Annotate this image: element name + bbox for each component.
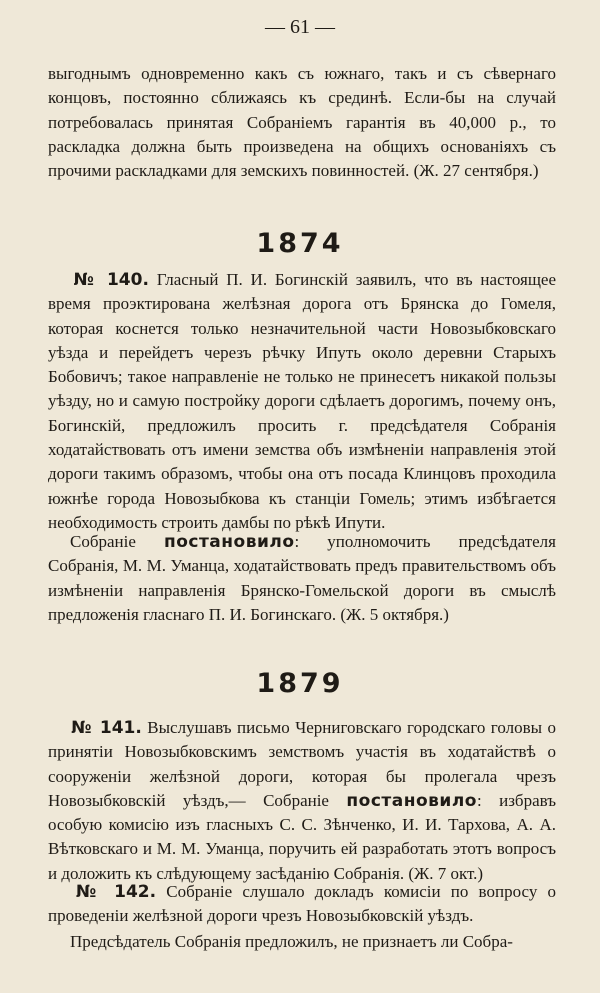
entry-number-140: № 140. [70, 270, 149, 290]
paragraph-140-resolution [48, 530, 556, 627]
resolution-140-after: : уполномочить предсѣдателя Собранія, М. М. Уманца, ходатайствовать предъ правительствомъ объ измѣненіи направленія Брянско-Гомельской дороги въ смыслѣ предложенія гласнаго П. И. Богинскаго. (Ж. 5 октября.) [48, 532, 556, 624]
entry-number-142: № 142. [70, 882, 157, 902]
paragraph-intro: выгоднымъ одновременно какъ съ южнаго, такъ и съ сѣвернаго концовъ, постоянно сближаясь къ срединѣ. Если-бы на случай потребовалась принятая Собраніемъ гарантія въ 40,000 р., то раскладка должна быть произведена на общихъ основаніяхъ съ прочими раскладками для земскихъ повинностей. (Ж. 27 сентября.) [48, 64, 556, 181]
page-number: — 61 — [265, 16, 335, 38]
entry-number-141: № 141. [70, 718, 142, 738]
entry-text-142-continued: Предсѣдатель Собранія предложилъ, не признаетъ ли Собра- [70, 932, 513, 951]
resolution-140-before: Собраніе [70, 532, 136, 551]
year-heading-1874: 1874 [256, 228, 344, 259]
paragraph-142-continuation [48, 930, 556, 954]
resolution-140-strong: постановило [163, 532, 295, 552]
entry-text-141-after: : избравъ особую комисію изъ гласныхъ С. С. Зѣнченко, И. И. Тархова, А. А. Вѣтковскаго и М. М. Уманца, поручить ей разработать этотъ вопросъ и доложить къ слѣдующему засѣданію Собранія. (Ж. 7 окт.) [48, 790, 557, 883]
entry-141-strong: постановило [346, 790, 477, 811]
entry-text-140: Гласный П. И. Богинскій заявилъ, что въ настоящее время проэктирована желѣзная дорога отъ Брянска до Гомеля, которая коснется только незначительной части Новозыбковскаго уѣзда и перейдетъ черезъ рѣчку Ипуть около деревни Старыхъ Бобовичъ; такое направленіе не только не принесетъ никакой пользы уѣзду, но и самую постройку дороги сдѣлаетъ дорогимъ, почему онъ, Богинскій, предложилъ просить г. предсѣдателя Собранія ходатайствовать отъ имени земства объ измѣненіи направленія этой дороги такимъ образомъ, чтобы она отъ посада Клинцовъ проходила южнѣе города Новозыбкова къ станціи Гомель; этимъ избѣгается необходимость строить дамбы по рѣкѣ Ипути. [48, 270, 556, 532]
paragraph-140 [48, 268, 556, 535]
entry-text-142: Собраніе слушало докладъ комисіи по вопросу о проведеніи желѣзной дороги чрезъ Новозыбковскій уѣздъ. [48, 882, 556, 926]
entry-text-141-before: Выслушавъ письмо Черниговскаго городскаго головы о принятіи Новозыбковскимъ земствомъ участія въ ходатайствѣ о сооруженіи желѣзной дороги, которая бы пролегала чрезъ Новозыбковскій уѣздъ,— Собраніе [48, 718, 556, 810]
year-heading-1879: 1879 [256, 668, 344, 699]
paragraph-142 [48, 880, 556, 929]
paragraph-141 [48, 716, 556, 886]
